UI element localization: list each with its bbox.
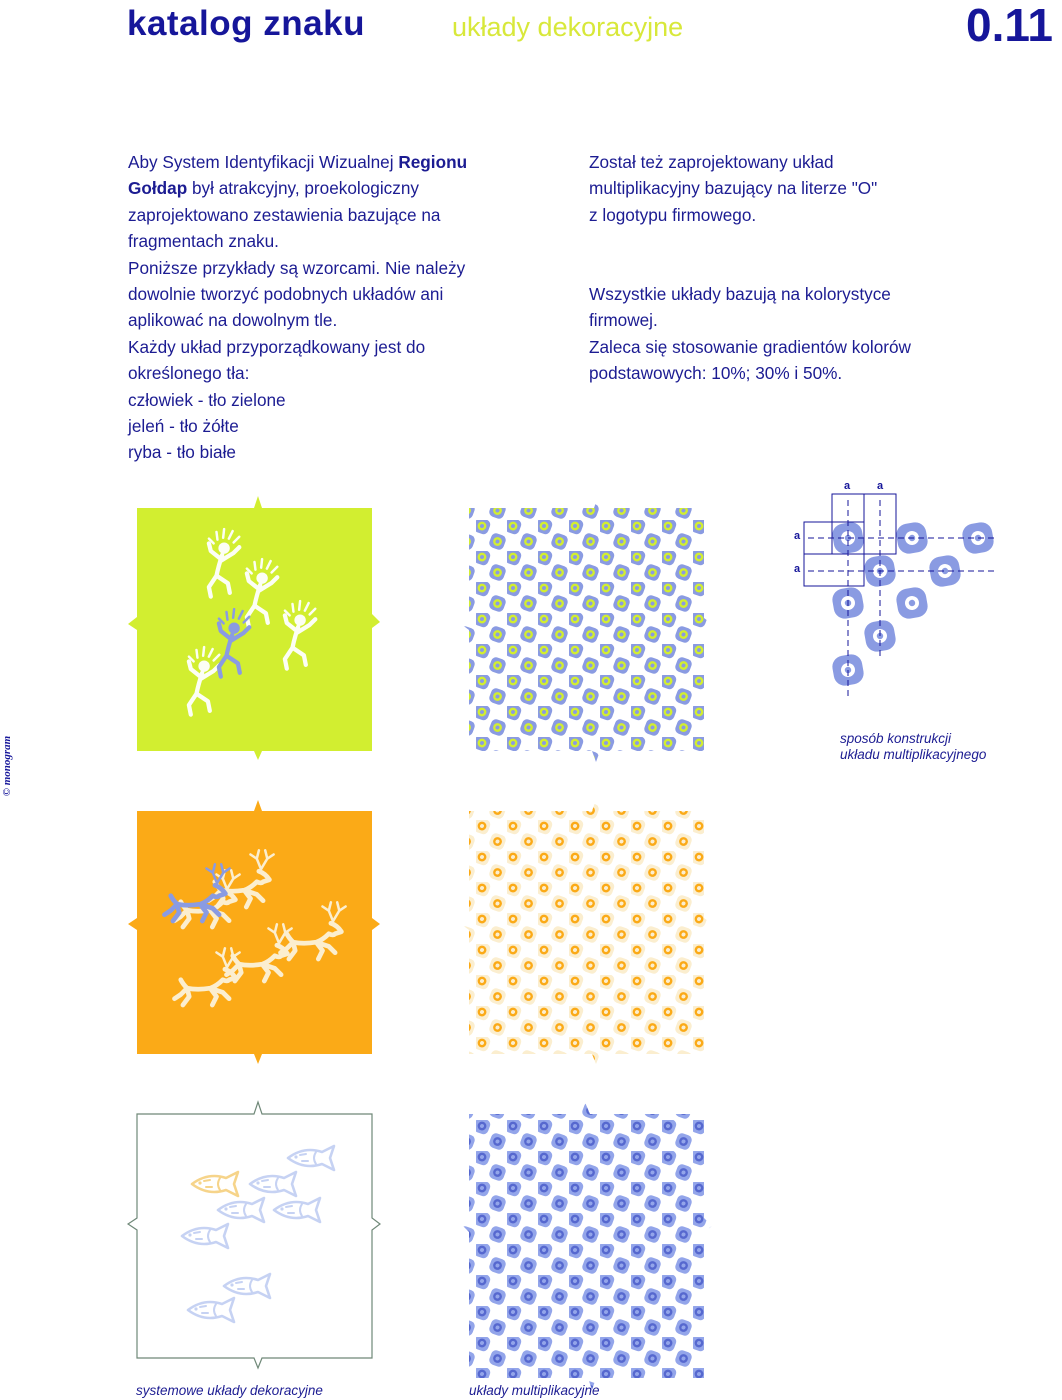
intro-line: Zaleca się stosowanie gradientów kolorów [589, 336, 911, 357]
intro-line: dowolnie tworzyć podobnych układów ani [128, 284, 444, 305]
intro-line: jeleń - tło żółte [128, 416, 239, 437]
fish-pattern-panel [128, 1102, 380, 1368]
construction-caption [840, 731, 986, 763]
intro-line: określonego tła: [128, 363, 250, 384]
multiplicative-patterns-caption: układy multiplikacyjne [469, 1383, 600, 1398]
intro-line: Poniższe przykłady są wzorcami. Nie należy [128, 257, 466, 278]
intro-text: był atrakcyjny, proekologiczny [187, 178, 420, 199]
dimension-label: a [844, 480, 851, 492]
intro-line: fragmentach znaku. [128, 231, 279, 252]
page-number: 0.11 [966, 0, 1053, 51]
caption-line: układu multiplikacyjnego [840, 747, 987, 762]
intro-line: firmowej. [589, 310, 658, 331]
o-pattern-panel-orange [461, 800, 712, 1064]
construction-diagram [804, 494, 995, 700]
o-pattern-panel-blue [461, 1100, 712, 1390]
region-name-bold: Regionu [398, 152, 468, 172]
caption-line: sposób konstrukcji [840, 731, 952, 746]
human-pattern-panel [128, 496, 380, 760]
intro-line: z logotypu firmowego. [589, 204, 757, 225]
intro-line: podstawowych: 10%; 30% i 50%. [589, 363, 843, 384]
intro-line: ryba - tło białe [128, 442, 236, 463]
intro-line: Wszystkie układy bazują na kolorystyce [589, 284, 891, 305]
deer-pattern-panel [128, 800, 380, 1064]
intro-line: zaprojektowano zestawienia bazujące na [128, 204, 441, 225]
dimension-label: a [794, 530, 801, 542]
intro-text: Aby System Identyfikacji Wizualnej [128, 152, 399, 172]
brand-title: katalog znaku [127, 4, 365, 43]
intro-line: multiplikacyjny bazujący na literze "O" [589, 178, 878, 199]
dimension-label: a [794, 563, 801, 575]
intro-line: Każdy układ przyporządkowany jest do [128, 336, 426, 357]
o-pattern-panel-green [461, 496, 712, 762]
region-name-bold: Gołdap [128, 178, 188, 199]
system-patterns-caption: systemowe układy dekoracyjne [136, 1383, 323, 1398]
intro-line: aplikować na dowolnym tle. [128, 310, 338, 331]
intro-line: człowiek - tło zielone [128, 389, 286, 410]
dimension-label: a [877, 480, 884, 492]
section-title: układy dekoracyjne [452, 12, 684, 42]
intro-line: Został też zaprojektowany układ [589, 152, 834, 172]
side-credit: © monogram [1, 735, 13, 797]
